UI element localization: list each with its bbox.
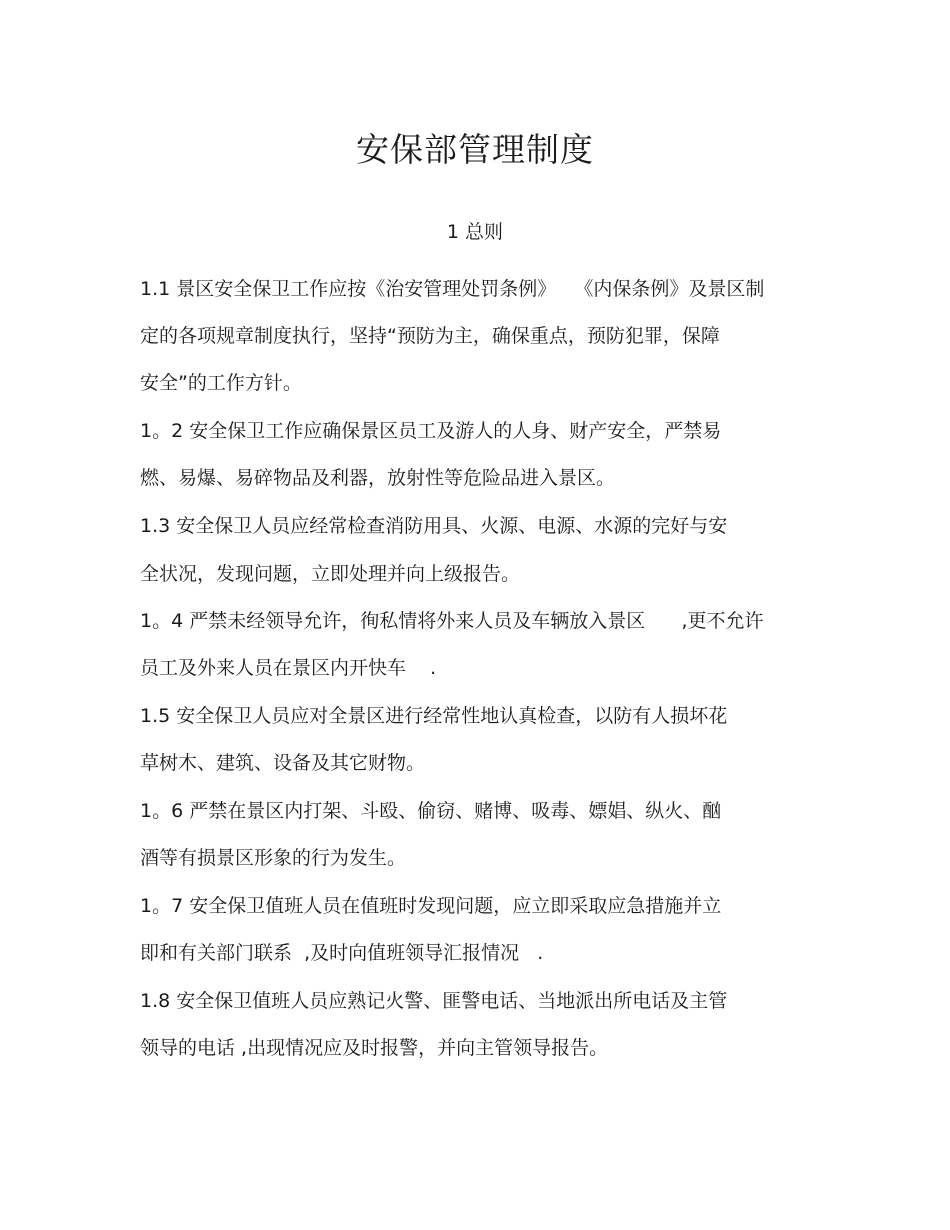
paragraph-line: 定的各项规章制度执行，坚持“预防为主，确保重点，预防犯罪，保障 xyxy=(140,325,720,347)
paragraph-line: 草树木、建筑、设备及其它财物。 xyxy=(140,752,426,774)
paragraph-line: 安全”的工作方针。 xyxy=(140,372,302,394)
paragraph-line: 1.8 安全保卫值班人员应熟记火警、匪警电话、当地派出所电话及主管 xyxy=(140,990,728,1012)
paragraph-line: 全状况，发现问题，立即处理并向上级报告。 xyxy=(140,563,521,585)
paragraph-line: 即和有关部门联系 ,及时向值班领导汇报情况 . xyxy=(140,942,544,964)
paragraph-line: 1。6 严禁在景区内打架、斗殴、偷窃、赌博、吸毒、嫖娼、纵火、酗 xyxy=(140,800,722,822)
paragraph-line: 1。7 安全保卫值班人员在值班时发现问题，应立即采取应急措施并立 xyxy=(140,895,722,917)
document-title: 安保部管理制度 xyxy=(356,130,594,169)
paragraph-line: 1。2 安全保卫工作应确保景区员工及游人的人身、财产安全，严禁易 xyxy=(140,420,722,442)
paragraph-line: 员工及外来人员在景区内开快车 . xyxy=(140,657,437,679)
paragraph-line: 1。4 严禁未经领导允许，徇私情将外来人员及车辆放入景区 ,更不允许 xyxy=(140,610,764,632)
paragraph-line: 1.3 安全保卫人员应经常检查消防用具、火源、电源、水源的完好与安 xyxy=(140,515,728,537)
paragraph-line: 1.1 景区安全保卫工作应按《治安管理处罚条例》 《内保条例》及景区制 xyxy=(140,278,765,300)
paragraph-line: 燃、易爆、易碎物品及利器，放射性等危险品进入景区。 xyxy=(140,467,616,489)
paragraph-line: 领导的电话 ,出现情况应及时报警，并向主管领导报告。 xyxy=(140,1037,609,1059)
section-heading: 1 总则 xyxy=(446,221,504,243)
paragraph-line: 1.5 安全保卫人员应对全景区进行经常性地认真检查，以防有人损坏花 xyxy=(140,705,728,727)
paragraph-line: 酒等有损景区形象的行为发生。 xyxy=(140,847,407,869)
